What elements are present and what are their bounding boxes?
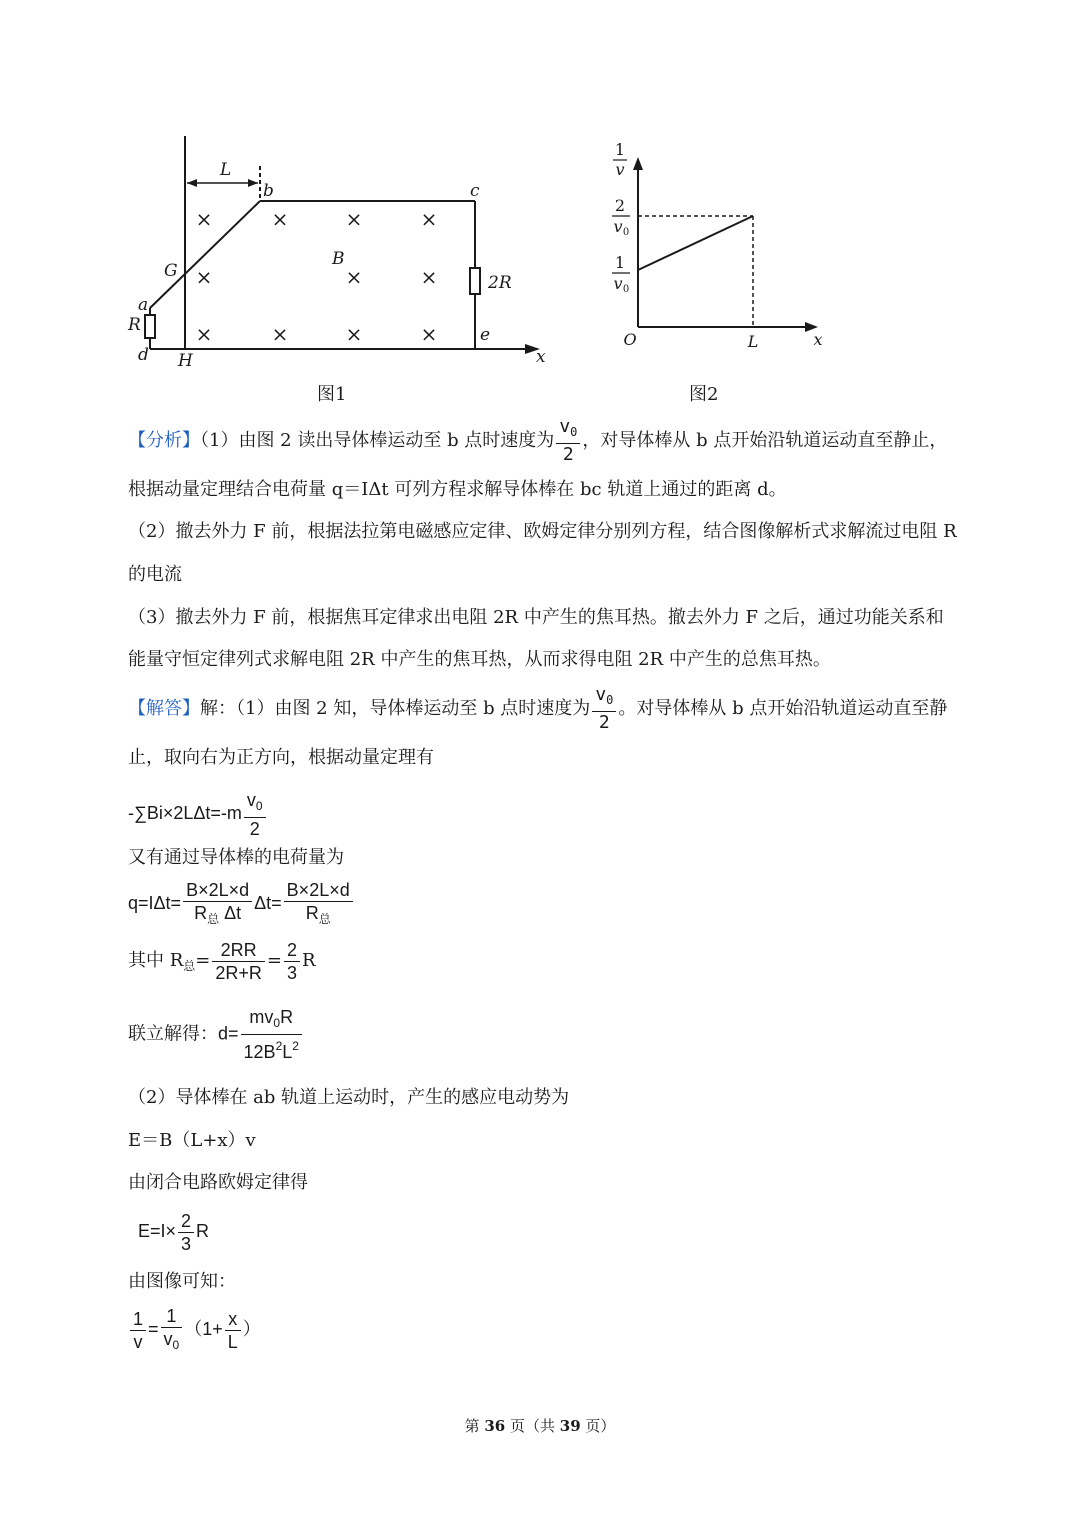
cross-mark: × — [345, 322, 363, 346]
analysis-line-4: 的电流 — [128, 564, 182, 585]
figure-1-caption: 图1 — [317, 384, 347, 405]
answer-p1b: 。对导体棒从 b 点开始沿轨道运动直至静 — [618, 698, 948, 719]
analysis-line-6: 能量守恒定律列式求解电阻 2R 中产生的焦耳热，从而求得电阻 2R 中产生的总焦耳热。 — [128, 649, 831, 670]
answer-p1a: 解：（1）由图 2 知，导体棒运动至 b 点时速度为 — [200, 698, 591, 719]
graph-intro: 由图像可知： — [128, 1271, 236, 1292]
origin-label: O — [623, 330, 637, 349]
fraction-r-parallel: $\frac{2RR}{2R+R}$ — [212, 939, 265, 984]
answer-line-1 — [128, 684, 947, 734]
cross-mark: × — [420, 265, 438, 289]
label-R: R — [128, 315, 141, 335]
label-e: e — [480, 325, 491, 345]
emf-equation: E＝B（L+x）v — [128, 1130, 256, 1151]
equation-charge: q=IΔt= $\frac{B\times 2L\times d}{R_总 \Delta t}$ Δt= $\frac{B\times 2L\times d}{R_总}$ — [128, 878, 355, 930]
resistor-r — [145, 315, 155, 338]
y-label-num: 1 — [614, 140, 626, 159]
fraction-charge-1: $\frac{B\times 2L\times d}{R_总 \Delta t}$ — [183, 879, 252, 930]
cross-mark: × — [195, 207, 213, 231]
label-G: G — [164, 261, 178, 281]
fraction-v0-over-2: $\frac{v_0}{2}$ — [244, 789, 266, 840]
label-b: b — [263, 181, 274, 201]
ohm-intro: 由闭合电路欧姆定律得 — [128, 1172, 308, 1193]
fraction-1-over-v: $\frac{1}{v}$ — [130, 1308, 146, 1353]
cross-mark: × — [195, 322, 213, 346]
charge-intro: 又有通过导体棒的电荷量为 — [128, 847, 344, 868]
equation-graph: $\frac{1}{v}$ = $\frac{1}{v_0}$ （1+ $\frac{x}{L}$ ） — [128, 1304, 261, 1356]
figure-2 — [600, 135, 840, 355]
analysis-line-3: （2）撤去外力 F 前，根据法拉第电磁感应定律、欧姆定律分别列方程，结合图像解析式求解流过电阻 R — [128, 521, 957, 542]
tick-top-sub: 0 — [622, 227, 630, 238]
x-axis-label: x — [813, 330, 823, 349]
tick-low-num: 1 — [614, 253, 626, 272]
y-label-den: v — [615, 160, 625, 179]
data-line — [638, 216, 753, 270]
page-footer: 第 36 页（共 39 页） — [464, 1417, 616, 1435]
x-tick-L: L — [747, 332, 759, 351]
label-L: L — [220, 160, 232, 180]
resistor-2r — [470, 268, 480, 294]
equation-momentum: -∑Bi×2LΔt=-m $\frac{v_0}{2}$ — [128, 788, 268, 840]
analysis-line-1 — [128, 416, 947, 466]
answer-tag: 【解答】 — [128, 698, 200, 719]
page-total: 39 — [559, 1417, 581, 1435]
analysis-line-5: （3）撤去外力 F 前，根据焦耳定律求出电阻 2R 中产生的焦耳热。撤去外力 F 之后，通过功能关系和 — [128, 607, 944, 628]
tick-low-den: v — [613, 274, 623, 293]
cross-mark: × — [345, 207, 363, 231]
label-d: d — [138, 345, 149, 365]
cross-mark: × — [271, 207, 289, 231]
part2-intro: （2）导体棒在 ab 轨道上运动时，产生的感应电动势为 — [128, 1087, 570, 1108]
analysis-p1a: （1）由图 2 读出导体棒运动至 b 点时速度为 — [200, 430, 555, 451]
cross-mark: × — [195, 265, 213, 289]
figure-1 — [120, 130, 560, 380]
label-x: x — [536, 347, 546, 367]
analysis-p1b: ，对导体棒从 b 点开始沿轨道运动直至静止， — [582, 430, 948, 451]
fraction-x-over-l: $\frac{x}{L}$ — [225, 1308, 241, 1353]
cross-mark: × — [345, 265, 363, 289]
fraction-1-over-v0: $\frac{1}{v_0}$ — [161, 1305, 183, 1356]
fraction-charge-2: $\frac{B\times 2L\times d}{R_总}$ — [284, 879, 353, 930]
equation-ohm: E=I× $\frac{2}{3}$ R — [138, 1210, 210, 1254]
cross-mark: × — [271, 322, 289, 346]
fraction-two-thirds: $\frac{2}{3}$ — [284, 939, 300, 984]
fraction-d: $\frac{mv_0R}{12B^2L^2}$ — [241, 1006, 302, 1063]
equation-r-total: 其中 $R_总=$ $\frac{2RR}{2R+R}$ = $\frac{2}{3}$ R — [128, 939, 316, 983]
label-H: H — [178, 351, 193, 371]
label-c: c — [470, 181, 480, 201]
label-a: a — [138, 295, 149, 315]
fraction-v0-over-2: $\frac{v_0}{2}$ — [556, 416, 580, 466]
label-2R: 2R — [488, 273, 512, 293]
tick-top-num: 2 — [614, 196, 626, 215]
cross-mark: × — [420, 322, 438, 346]
fraction-v0-over-2: $\frac{v_0}{2}$ — [592, 684, 616, 734]
equation-solve-d: 联立解得：d= $\frac{mv_0R}{12B^2L^2}$ — [128, 1006, 304, 1063]
tick-top-den: v — [613, 217, 623, 236]
tick-low-sub: 0 — [622, 284, 630, 295]
answer-line-2: 止，取向右为正方向，根据动量定理有 — [128, 747, 434, 768]
figure-2-caption: 图2 — [689, 384, 719, 405]
label-B: B — [332, 249, 345, 269]
analysis-tag: 【分析】 — [128, 430, 200, 451]
cross-mark: × — [420, 207, 438, 231]
fraction-two-thirds: $\frac{2}{3}$ — [178, 1210, 194, 1255]
page-number: 36 — [484, 1417, 506, 1435]
analysis-line-2: 根据动量定理结合电荷量 q＝IΔt 可列方程求解导体棒在 bc 轨道上通过的距离 d。 — [128, 479, 787, 500]
